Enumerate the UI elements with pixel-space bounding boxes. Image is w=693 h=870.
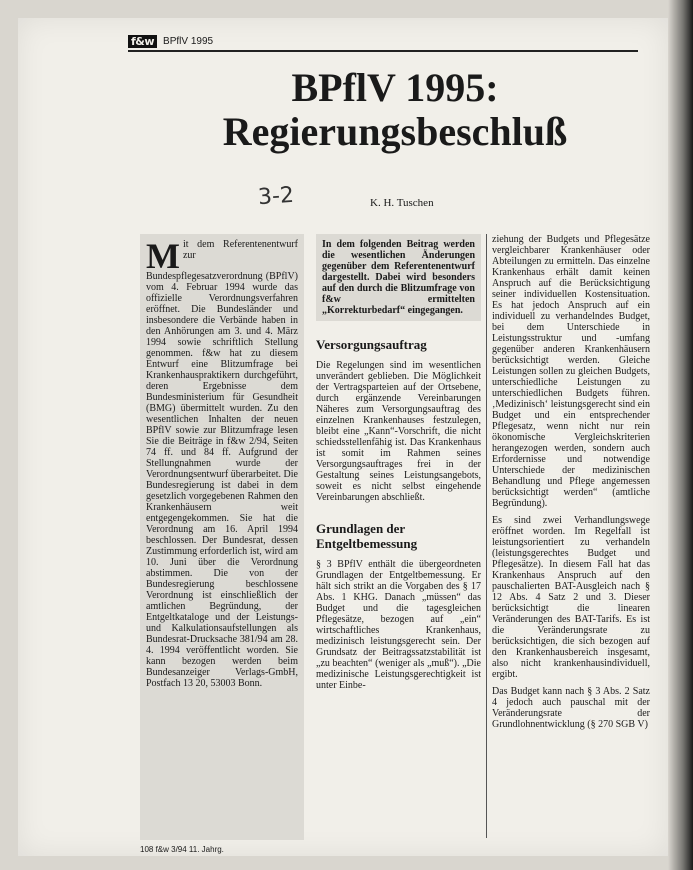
author-name: K. H. Tuschen xyxy=(370,197,434,209)
running-header xyxy=(128,34,213,48)
paragraph-versorgungsauftrag: Die Regelungen sind im wesentlichen unverändert geblieben. Die Möglichkeit der Vertragsparteien auf der Ortsebene, durch ergänzende Vereinbarungen Näheres zum Versorgungsauftrag des einzelnen Krankenhauses festzulegen, bleibt eine „Kann“-Vorschrift, die nicht schiedsstellenfähig ist. Das Krankenhaus ist somit im Rahmen seines Versorgungsauftrages frei in der Gestaltung seines Leistungsangebots, soweit es nicht selbst eingehende Vereinbarungen abschließt. xyxy=(316,360,481,503)
intro-text: it dem Referentenentwurf zur Bundespflegesatzverordnung (BPflV) vom 4. Februar 1994 wurde das offizielle Verordnungsverfahren eröffnet. Die Bundesländer und insbesondere die Verbände haben in den Anhörungen am 3. und 4. März 1994 sowie schriftlich Stellung genommen. f&w hat zu diesem Entwurf eine Blitzumfrage bei Krankenhauspraktikern durchgeführt, deren Ergebnisse dem Bundesministerium für Gesundheit (BMG) übermittelt wurden. Zu den wesentlichen Inhalten der neuen BPflV sowie zur Blitzumfrage lesen Sie die Beiträge in f&w 2/94, Seiten 74 ff. und 84 ff. Aufgrund der Stellungnahmen wurde der Verordnungsentwurf überarbeitet. Die Bundesregierung ist dabei in dem gesetzlich vorgegebenen Rahmen den Krankenhäusern weit entgegengekommen. Sie hat die Verordnung am 16. April 1994 beschlossen. Der Bundesrat, dessen Zustimmung erforderlich ist, wird am 10. Juni über die Verordnung abstimmen. Die von der Bundesregierung beschlossene Verordnung ist einschließlich der amtlichen Begründung, der Entgeltkataloge und der Leistungs- und Kalkulationsaufstellungen als Bundesrat-Drucksache 381/94 am 28. 4. 1994 veröffentlicht worden. Sie kann bezogen werden beim Bundesanzeiger Verlags-GmbH, Postfach 13 20, 53003 Bonn. xyxy=(146,239,298,689)
paragraph-budget: Das Budget kann nach § 3 Abs. 2 Satz 4 jedoch auch pauschal mit der Veränderungsrate der Grundlohnentwicklung (§ 270 SGB V) xyxy=(492,686,650,730)
handwritten-note: 3-2 xyxy=(257,182,295,211)
heading-entgeltbemessung: Grundlagen der Entgeltbemessung xyxy=(316,521,418,551)
lead-paragraph: In dem folgenden Beitrag werden die wesentlichen Änderungen gegenüber dem Referentenentwurf dargestellt. Dabei wird besonders auf den durch die Blitzumfrage von f&w ermittelten „Korrekturbedarf“ eingegangen. xyxy=(316,234,481,321)
paragraph-verhandlungswege: Es sind zwei Verhandlungswege eröffnet worden. Im Regelfall ist leistungsorientiert zu verhandeln (leistungsgerechtes Budget und Pflegesätze). In diesem Fall hat das Krankenhaus Anspruch auf den pauschalierten BAT-Ausgleich nach § 12 Abs. 4 Satz 2 und 3. Dieser berücksichtigt die linearen Veränderungen des BAT-Tarifs. Es ist die Veränderungsrate zu berücksichtigen, die sich bezogen auf den Krankenhausbereich insgesamt, also nicht krankenhausindividuell, ergibt. xyxy=(492,515,650,680)
paragraph-continued: ziehung der Budgets und Pflegesätze vergleichbarer Krankenhäuser oder Abteilungen zu ermitteln. Das einzelne Krankenhaus erhält damit keinen Anspruch auf die Berücksichtigung seiner individuellen Kostensituation. Es hat jedoch Anspruch auf ein individuell zu verhandelndes Budget, bei dem Unterschiede in Leistungsstruktur und -umfang gegenüber anderen Krankenhäusern berücksichtigt werden. Gleiche Leistungen sollen zu gleichen Budgets, unterschiedliche Leistungen zu unterschiedlichen Budgets führen. ‚Medizinisch‘ leistungsgerecht sind ein Budget und ein entsprechender Pflegesatz, wenn nicht nur rein ökonomische Vergleichskriterien herangezogen werden, sondern auch Erfordernisse und notwendige Unterschiede der medizinischen Behandlung und Pflege angemessen berücksichtigt werden“ (amtliche Begründung). xyxy=(492,234,650,509)
column-divider xyxy=(486,234,487,838)
paragraph-entgeltbemessung: § 3 BPflV enthält die übergeordneten Grundlagen der Entgeltbemessung. Er hält sich strikt an die Vorgaben des § 17 Abs. 1 KHG. Danach „müssen“ das Budget und die tagesgleichen Pflegesätze, bezogen auf „ein“ wirtschaftliches Krankenhaus, medizinisch leistungsgerecht sein. Der Grundsatz der Beitragssatzstabilität ist „zu beachten“ (weniger als „muß“). „Die medizinische Leistungsgerechtigkeit ist unter Einbe- xyxy=(316,559,481,691)
page-footer: 108 f&w 3/94 11. Jahrg. xyxy=(140,845,224,854)
right-column xyxy=(492,234,650,730)
heading-versorgungsauftrag: Versorgungsauftrag xyxy=(316,337,427,352)
article-title: BPflV 1995: Regierungsbeschluß xyxy=(222,65,568,154)
middle-column xyxy=(316,234,481,691)
intro-column xyxy=(140,234,304,840)
journal-logo: f&w xyxy=(128,35,157,48)
drop-cap: M xyxy=(146,236,180,276)
header-rule xyxy=(128,50,638,52)
running-head-text: BPflV 1995 xyxy=(163,35,214,47)
page-edge-shadow xyxy=(668,0,693,870)
